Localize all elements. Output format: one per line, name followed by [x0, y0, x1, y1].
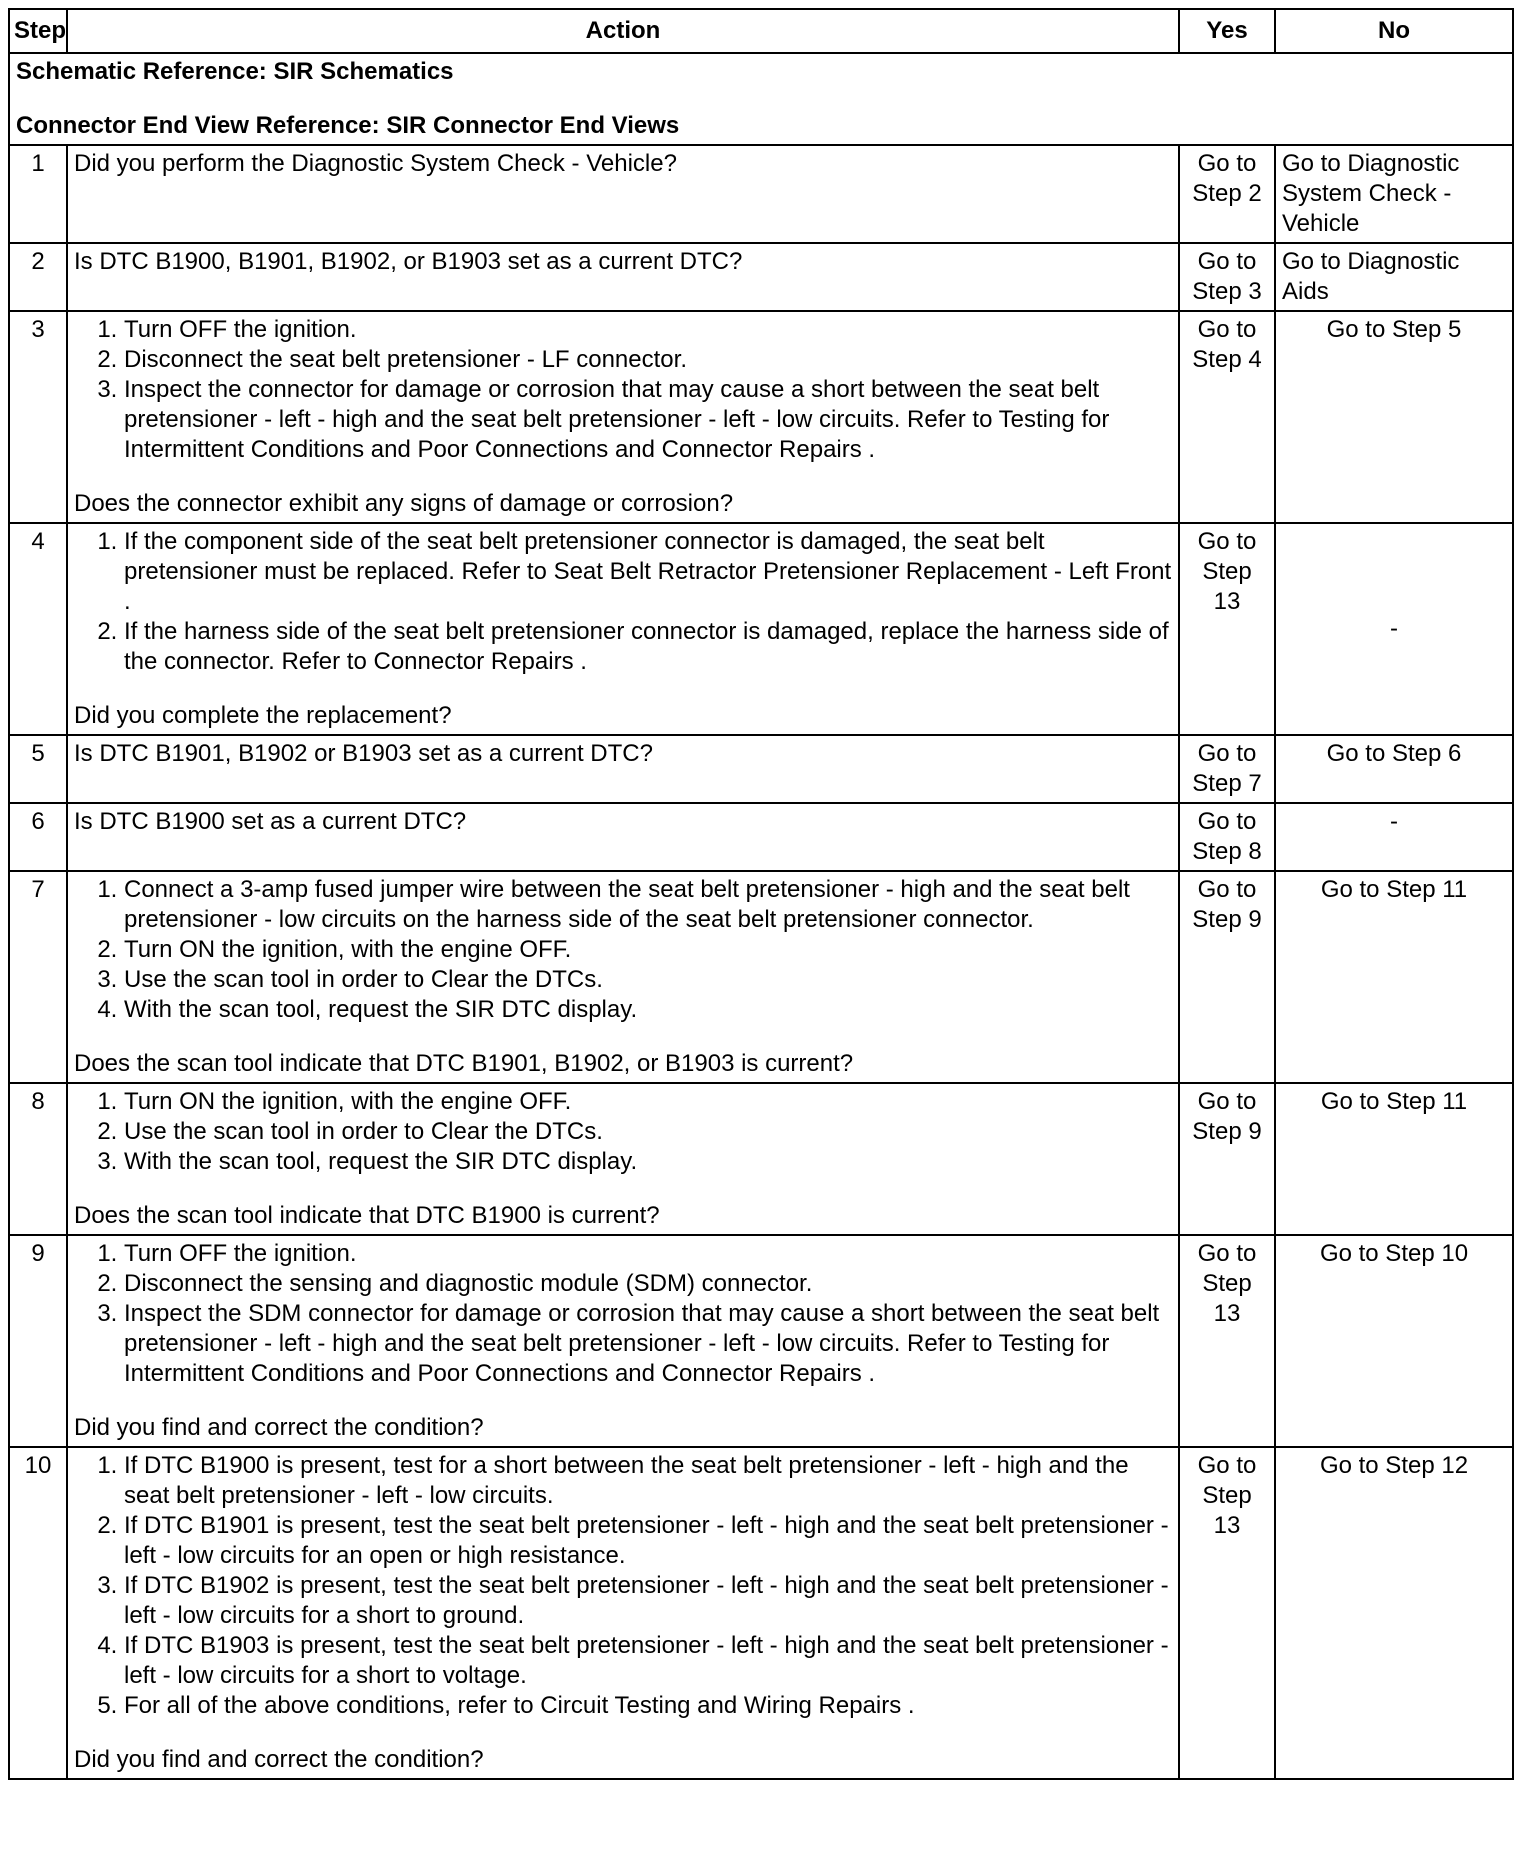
yes-action: Go to Step 13 [1179, 1235, 1275, 1447]
step-number: 1 [9, 145, 67, 243]
step-question: Is DTC B1901, B1902 or B1903 set as a current DTC? [74, 740, 653, 767]
action-item: 1. Turn OFF the ignition. [124, 315, 1172, 345]
step-question: Is DTC B1900, B1901, B1902, or B1903 set as a current DTC? [74, 248, 743, 275]
no-action: Go to Step 12 [1275, 1447, 1513, 1779]
step-number: 4 [9, 523, 67, 735]
action-item: 2. Disconnect the sensing and diagnostic module (SDM) connector. [124, 1269, 1172, 1299]
step-row [9, 1447, 1513, 1779]
yes-action: Go to Step 2 [1179, 145, 1275, 243]
yes-action: Go to Step 3 [1179, 243, 1275, 311]
step-question: Is DTC B1900 set as a current DTC? [74, 808, 467, 835]
yes-action: Go to Step 9 [1179, 1083, 1275, 1235]
action-list [74, 527, 1172, 677]
step-action [67, 523, 1179, 735]
step-row [9, 1235, 1513, 1447]
yes-action: Go to Step 13 [1179, 523, 1275, 735]
step-row [9, 803, 1513, 871]
step-question: Did you perform the Diagnostic System Check - Vehicle? [74, 150, 677, 177]
step-row [9, 871, 1513, 1083]
step-question: Did you find and correct the condition? [74, 1746, 484, 1773]
connector-reference: Connector End View Reference: SIR Connector End Views [16, 112, 680, 139]
action-item: 1. Turn OFF the ignition. [124, 1239, 1172, 1269]
yes-action: Go to Step 9 [1179, 871, 1275, 1083]
step-number: 8 [9, 1083, 67, 1235]
action-item: 1. Connect a 3-amp fused jumper wire between the seat belt pretensioner - high and the seat belt pretensioner - low circuits on the harness side of the seat belt pretensioner connector. [124, 875, 1172, 935]
step-action [67, 735, 1179, 803]
step-number: 2 [9, 243, 67, 311]
step-number: 6 [9, 803, 67, 871]
diagnostic-table [8, 8, 1514, 1780]
step-action [67, 311, 1179, 523]
no-action: Go to Diagnostic Aids [1275, 243, 1513, 311]
action-item: 2. Use the scan tool in order to Clear the DTCs. [124, 1117, 1172, 1147]
step-row [9, 523, 1513, 735]
header-no: No [1275, 9, 1513, 53]
step-row [9, 311, 1513, 523]
action-item: 1. If DTC B1900 is present, test for a short between the seat belt pretensioner - left - high and the seat belt pretensioner - left - low circuits. [124, 1451, 1172, 1511]
step-action [67, 1083, 1179, 1235]
no-action: - [1275, 803, 1513, 871]
step-number: 5 [9, 735, 67, 803]
step-number: 9 [9, 1235, 67, 1447]
action-list [74, 315, 1172, 465]
yes-action: Go to Step 4 [1179, 311, 1275, 523]
action-list [74, 875, 1172, 1025]
no-action: Go to Step 11 [1275, 871, 1513, 1083]
action-item: 3. If DTC B1902 is present, test the seat belt pretensioner - left - high and the seat belt pretensioner - left - low circuits for a short to ground. [124, 1571, 1172, 1631]
action-item: 2. Disconnect the seat belt pretensioner - LF connector. [124, 345, 1172, 375]
no-action: Go to Step 11 [1275, 1083, 1513, 1235]
step-number: 10 [9, 1447, 67, 1779]
no-action: Go to Step 6 [1275, 735, 1513, 803]
yes-action: Go to Step 8 [1179, 803, 1275, 871]
step-question: Does the connector exhibit any signs of damage or corrosion? [74, 490, 734, 517]
action-item: 3. Inspect the SDM connector for damage or corrosion that may cause a short between the seat belt pretensioner - left - high and the seat belt pretensioner - left - low circuits. Refer to Testing for Intermittent Conditions and Poor Connections and Connector Repairs . [124, 1299, 1172, 1389]
action-item: 5. For all of the above conditions, refer to Circuit Testing and Wiring Repairs . [124, 1691, 1172, 1721]
step-row [9, 243, 1513, 311]
step-row [9, 145, 1513, 243]
step-action [67, 145, 1179, 243]
header-yes: Yes [1179, 9, 1275, 53]
action-item: 3. Inspect the connector for damage or corrosion that may cause a short between the seat belt pretensioner - left - high and the seat belt pretensioner - left - low circuits. Refer to Testing for Intermittent Conditions and Poor Connections and Connector Repairs . [124, 375, 1172, 465]
header-row [9, 9, 1513, 53]
no-action: Go to Step 5 [1275, 311, 1513, 523]
step-action [67, 243, 1179, 311]
step-number: 7 [9, 871, 67, 1083]
action-list [74, 1451, 1172, 1721]
header-action: Action [67, 9, 1179, 53]
no-action: Go to Step 10 [1275, 1235, 1513, 1447]
step-question: Did you find and correct the condition? [74, 1414, 484, 1441]
step-question: Did you complete the replacement? [74, 702, 452, 729]
step-row [9, 735, 1513, 803]
no-action: Go to Diagnostic System Check - Vehicle [1275, 145, 1513, 243]
step-number: 3 [9, 311, 67, 523]
step-action [67, 1447, 1179, 1779]
step-question: Does the scan tool indicate that DTC B1901, B1902, or B1903 is current? [74, 1050, 854, 1077]
header-step: Step [9, 9, 67, 53]
action-item: 4. If DTC B1903 is present, test the seat belt pretensioner - left - high and the seat belt pretensioner - left - low circuits for a short to voltage. [124, 1631, 1172, 1691]
step-action [67, 803, 1179, 871]
action-item: 4. With the scan tool, request the SIR DTC display. [124, 995, 1172, 1025]
schematic-reference: Schematic Reference: SIR Schematics [16, 58, 454, 85]
action-item: 3. With the scan tool, request the SIR DTC display. [124, 1147, 1172, 1177]
action-list [74, 1239, 1172, 1389]
reference-row [9, 53, 1513, 145]
reference-cell [9, 53, 1513, 145]
action-item: 2. If the harness side of the seat belt pretensioner connector is damaged, replace the harness side of the connector. Refer to Connector Repairs . [124, 617, 1172, 677]
step-question: Does the scan tool indicate that DTC B1900 is current? [74, 1202, 660, 1229]
action-item: 1. If the component side of the seat belt pretensioner connector is damaged, the seat belt pretensioner must be replaced. Refer to Seat Belt Retractor Pretensioner Replacement - Left Front . [124, 527, 1172, 617]
yes-action: Go to Step 7 [1179, 735, 1275, 803]
yes-action: Go to Step 13 [1179, 1447, 1275, 1779]
step-row [9, 1083, 1513, 1235]
action-list [74, 1087, 1172, 1177]
step-action [67, 871, 1179, 1083]
step-action [67, 1235, 1179, 1447]
action-item: 1. Turn ON the ignition, with the engine OFF. [124, 1087, 1172, 1117]
action-item: 2. Turn ON the ignition, with the engine OFF. [124, 935, 1172, 965]
action-item: 2. If DTC B1901 is present, test the seat belt pretensioner - left - high and the seat belt pretensioner - left - low circuits for an open or high resistance. [124, 1511, 1172, 1571]
no-action: - [1275, 523, 1513, 735]
action-item: 3. Use the scan tool in order to Clear the DTCs. [124, 965, 1172, 995]
